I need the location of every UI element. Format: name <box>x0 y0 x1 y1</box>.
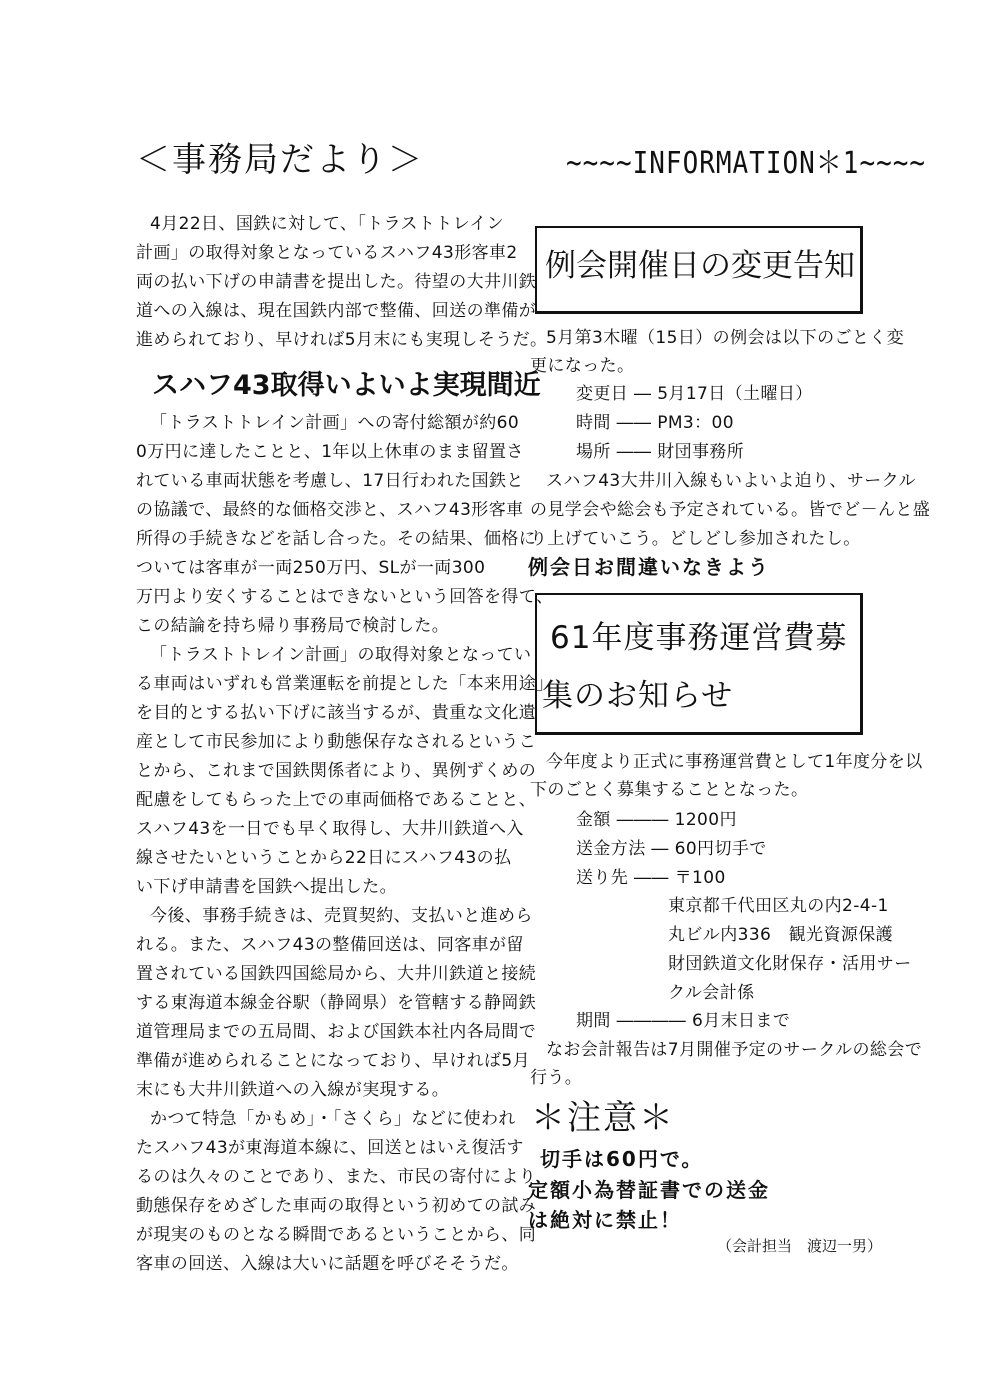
fee-period: 期間 ―――― 6月末日まで <box>576 1011 791 1031</box>
caution-line: 切手は60円で。 <box>540 1147 704 1171</box>
text-line: を目的とする払い下げに該当するが、貴重な文化遺 <box>136 703 537 723</box>
text-line: 産として市民参加により動態保存なされるというこ <box>136 732 537 752</box>
fee-amount: 金額 ――― 1200円 <box>576 810 737 830</box>
text-line: 準備が進められることになっており、早ければ5月 <box>136 1051 531 1071</box>
text-line: 今年度より正式に事務運営費として1年度分を以 <box>546 752 923 772</box>
text-line: 動態保存をめざした車両の取得という初めての試み <box>136 1196 537 1216</box>
text-line: 今後、事務手続きは、売買契約、支払いと進めら <box>150 906 533 926</box>
text-line: 「トラストトレイン計画」の取得対象となってい <box>150 645 532 665</box>
text-line: する東海道本線金谷駅（静岡県）を管轄する静岡鉄 <box>136 993 537 1013</box>
schedule-date: 変更日 ― 5月17日（土曜日） <box>576 384 813 404</box>
section-title: ＜事務局だより＞ <box>136 140 424 180</box>
text-line: る車両はいずれも営業運転を前提とした「本来用途」 <box>136 674 554 694</box>
text-line: 0万円に達したことと、1年以上休車のまま留置さ <box>136 442 524 462</box>
text-line: り上げていこう。どしどし参加されたし。 <box>530 529 861 549</box>
fee-notice-title-line-1: 61年度事務運営費募 <box>550 620 848 656</box>
text-line: るのは久々のことであり、また、市民の寄付により <box>136 1167 537 1187</box>
text-line: 更になった。 <box>530 356 635 376</box>
text-line: この結論を持ち帰り事務局で検討した。 <box>136 616 450 636</box>
text-line: 末にも大井川鉄道への入線が実現する。 <box>136 1080 450 1100</box>
text-line: 4月22日、国鉄に対して、「トラストトレイン <box>150 214 505 234</box>
text-line: かつて特急「かもめ」・「さくら」などに使われ <box>150 1109 516 1129</box>
fee-destination: 送り先 ―― 〒100 <box>576 868 726 888</box>
text-line: 計画」の取得対象となっているスハフ43形客車2 <box>136 243 518 263</box>
text-line: 両の払い下げの申請書を提出した。待望の大井川鉄 <box>136 272 537 292</box>
text-line: 進められており、早ければ5月末にも実現しそうだ。 <box>136 330 548 350</box>
fee-notice-title-line-2: 集のお知らせ <box>542 678 734 714</box>
caution-title: ＊注意＊ <box>531 1098 675 1138</box>
text-line: 配慮をしてもらった上での車両価格であることと、 <box>136 790 537 810</box>
text-line: い下げ申請書を国鉄へ提出した。 <box>136 877 397 897</box>
text-line: なお会計報告は7月開催予定のサークルの総会で <box>546 1040 923 1060</box>
text-line: れる。また、スハフ43の整備回送は、同客車が留 <box>136 935 524 955</box>
text-line: 所得の手続きなどを話し合った。その結果、価格に <box>136 529 537 549</box>
text-line: スハフ43を一日でも早く取得し、大井川鉄道へ入 <box>136 819 524 839</box>
schedule-time: 時間 ―― PM3：00 <box>576 413 734 433</box>
article-subheading: スハフ43取得いよいよ実現間近 <box>152 370 541 401</box>
text-line: 「トラストトレイン計画」への寄付総額が約60 <box>150 413 520 433</box>
text-line: 道への入線は、現在国鉄内部で整備、回送の準備が <box>136 301 537 321</box>
address-line: クル会計係 <box>668 983 755 1003</box>
caution-line: 定額小為替証書での送金 <box>528 1178 770 1202</box>
text-line: が現実のものとなる瞬間であるということから、同 <box>136 1225 537 1245</box>
information-header: ~~~~INFORMATION＊1~~~~ <box>566 146 927 181</box>
address-line: 丸ビル内336 観光資源保護 <box>668 925 894 945</box>
text-line: とから、これまで国鉄関係者により、異例ずくめの <box>136 761 537 781</box>
text-line: 線させたいということから22日にスハフ43の払 <box>136 848 512 868</box>
fee-method: 送金方法 ― 60円切手で <box>576 839 767 859</box>
meeting-reminder: 例会日お間違いなきよう <box>528 555 770 579</box>
text-line: れている車両状態を考慮し、17日行われた国鉄と <box>136 471 524 491</box>
text-line: の見学会や総会も予定されている。皆でど－んと盛 <box>530 500 931 520</box>
text-line: 行う。 <box>530 1068 583 1088</box>
text-line: 下のごとく募集することとなった。 <box>530 780 809 800</box>
address-line: 財団鉄道文化財保存・活用サー <box>668 954 912 974</box>
text-line: 道管理局までの五局間、および国鉄本社内各局間で <box>136 1022 537 1042</box>
signature: （会計担当 渡辺一男） <box>717 1237 883 1255</box>
text-line: たスハフ43が東海道本線に、回送とはいえ復活す <box>136 1138 524 1158</box>
text-line: 5月第3木曜（15日）の例会は以下のごとく変 <box>546 328 905 348</box>
caution-line: は絶対に禁止！ <box>528 1208 682 1232</box>
schedule-place: 場所 ―― 財団事務所 <box>576 442 745 462</box>
text-line: スハフ43大井川入線もいよいよ迫り、サークル <box>546 471 916 491</box>
text-line: 置されている国鉄四国総局から、大井川鉄道と接続 <box>136 964 537 984</box>
text-line: の協議で、最終的な価格交渉と、スハフ43形客車 <box>136 500 524 520</box>
meeting-change-title: 例会開催日の変更告知 <box>545 248 855 284</box>
text-line: ついては客車が一両250万円、SLが一両300 <box>136 558 486 578</box>
address-line: 東京都千代田区丸の内2-4-1 <box>668 896 889 916</box>
text-line: 客車の回送、入線は大いに話題を呼びそそうだ。 <box>136 1254 519 1274</box>
text-line: 万円より安くすることはできないという回答を得て、 <box>136 587 554 607</box>
